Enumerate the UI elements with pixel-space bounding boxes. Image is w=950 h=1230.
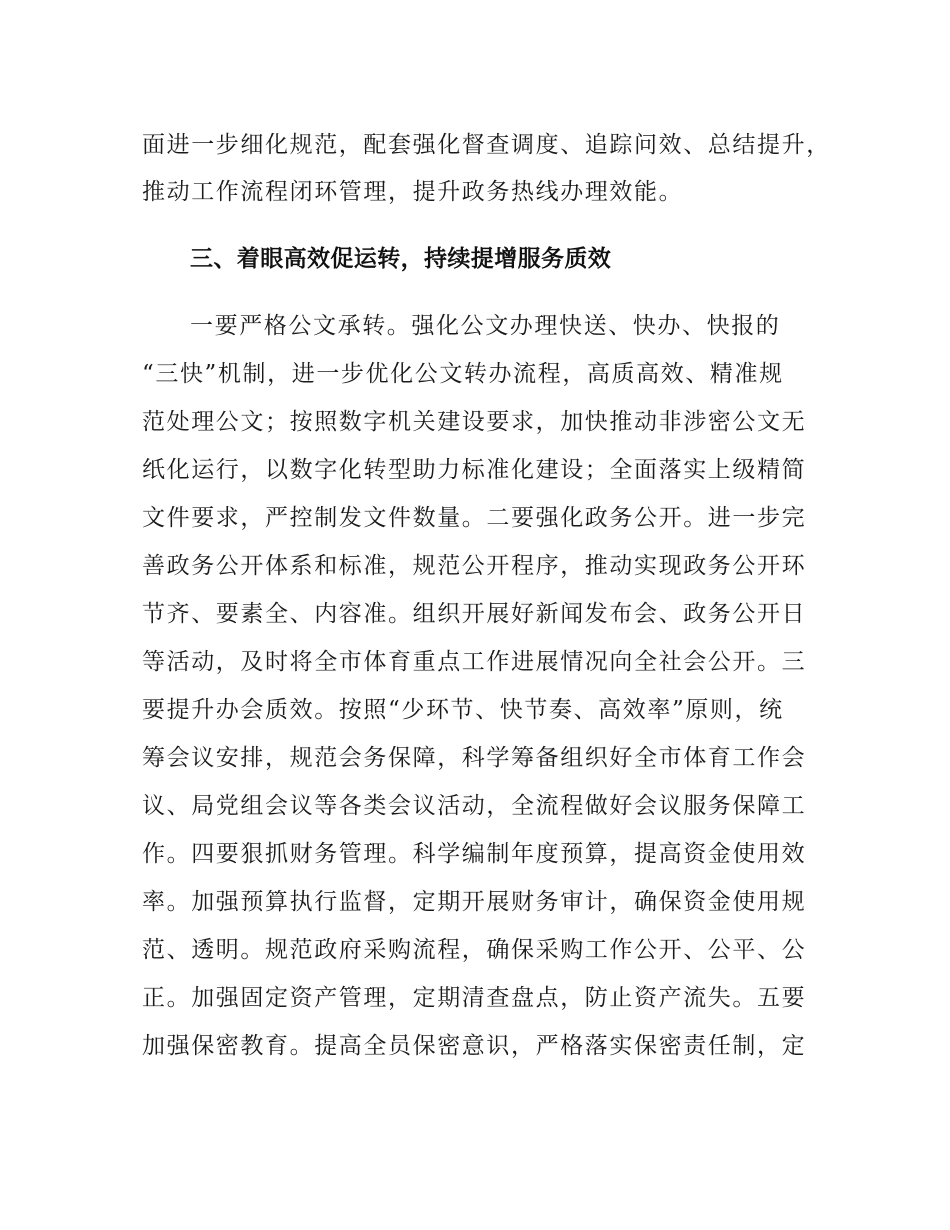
paragraph-line: 节齐、要素全、内容准。组织开展好新闻发布会、政务公开日 <box>142 601 807 627</box>
intro-line: 面进一步细化规范，配套强化督查调度、追踪问效、总结提升， <box>142 132 831 158</box>
paragraph-line: 作。四要狠抓财务管理。科学编制年度预算，提高资金使用效 <box>142 841 807 867</box>
paragraph-line: 范、透明。规范政府采购流程，确保采购工作公开、公平、公 <box>142 937 807 963</box>
paragraph-line: 范处理公文；按照数字机关建设要求，加快推动非涉密公文无 <box>142 409 807 435</box>
paragraph-line: 加强保密教育。提高全员保密意识，严格落实保密责任制，定 <box>142 1033 807 1059</box>
section-heading: 三、着眼高效促运转，持续提增服务质效 <box>190 246 612 272</box>
paragraph-line: 等活动，及时将全市体育重点工作进展情况向全社会公开。三 <box>142 649 807 675</box>
paragraph-line: 要提升办会质效。按照“少环节、快节奏、高效率”原则，统 <box>142 697 784 723</box>
paragraph-line: 正。加强固定资产管理，定期清查盘点，防止资产流失。五要 <box>142 985 807 1011</box>
paragraph-line: 文件要求，严控制发文件数量。二要强化政务公开。进一步完 <box>142 505 807 531</box>
paragraph-line: 筹会议安排，规范会务保障，科学筹备组织好全市体育工作会 <box>142 745 807 771</box>
paragraph-line: 率。加强预算执行监督，定期开展财务审计，确保资金使用规 <box>142 889 807 915</box>
intro-line: 推动工作流程闭环管理，提升政务热线办理效能。 <box>142 179 684 205</box>
paragraph-line: 一要严格公文承转。强化公文办理快送、快办、快报的 <box>190 313 781 339</box>
paragraph-line: 善政务公开体系和标准，规范公开程序，推动实现政务公开环 <box>142 553 807 579</box>
paragraph-line: 纸化运行，以数字化转型助力标准化建设；全面落实上级精简 <box>142 457 807 483</box>
paragraph-line: “三快”机制，进一步优化公文转办流程，高质高效、精准规 <box>142 361 784 387</box>
paragraph-line: 议、局党组会议等各类会议活动，全流程做好会议服务保障工 <box>142 793 807 819</box>
